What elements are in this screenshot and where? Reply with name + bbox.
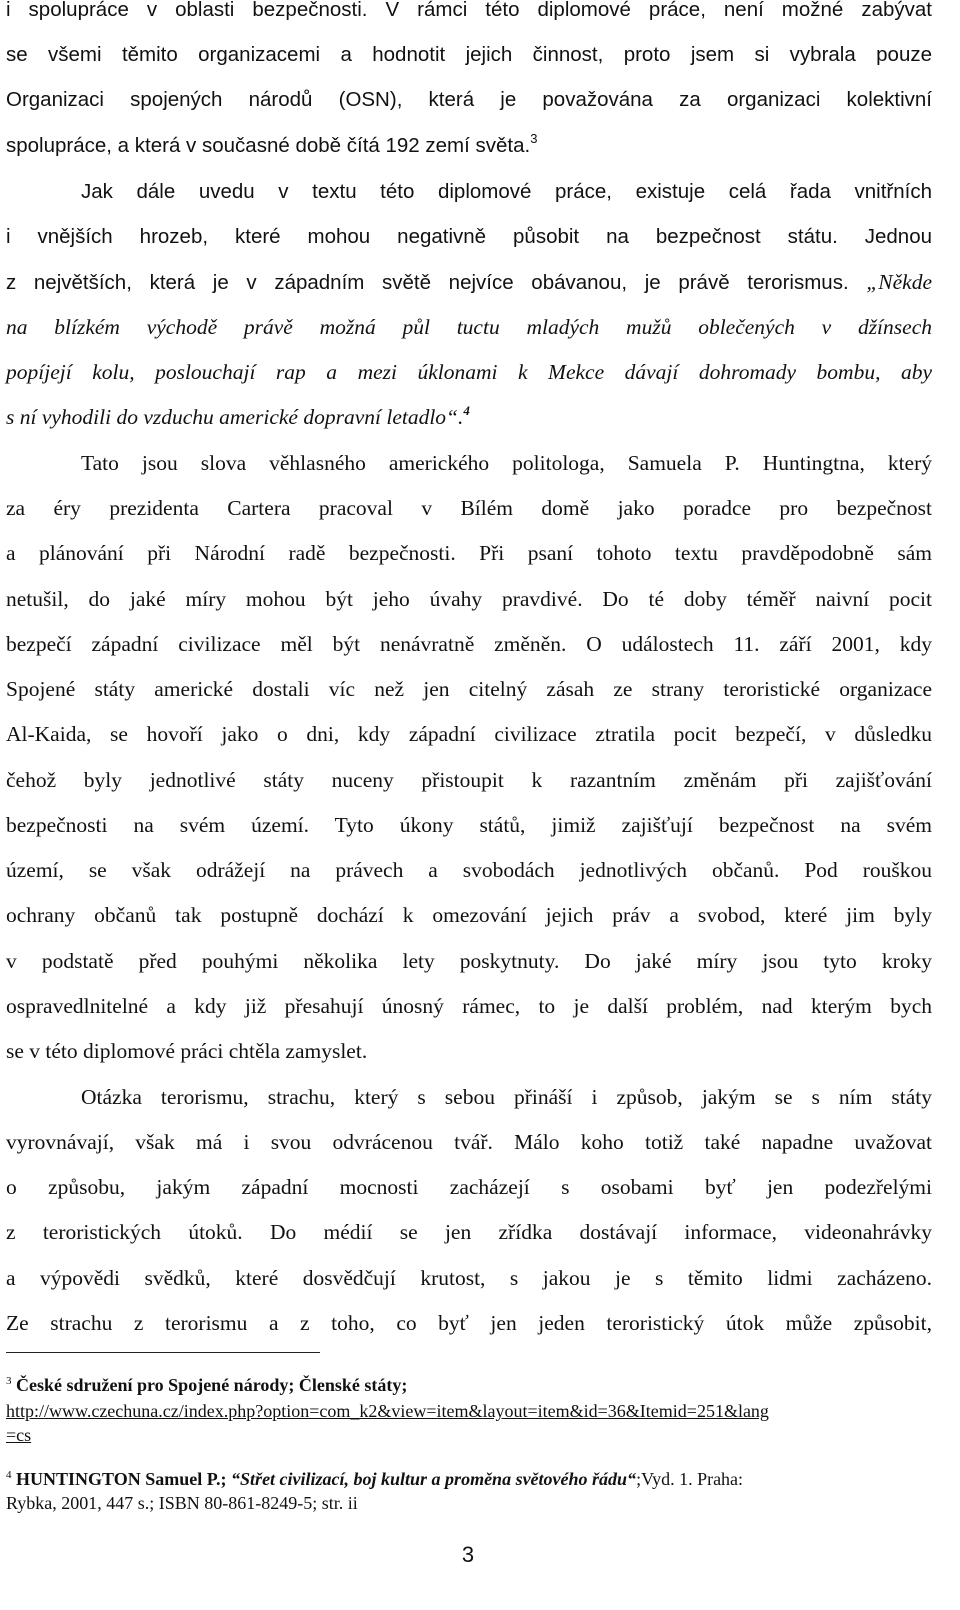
body-line: z teroristických útoků. Do médií se jen zřídka dostávají informace, videonahrávky [6,1220,932,1244]
body-line: Tato jsou slova věhlasného amerického politologa, Samuela P. Huntingtna, který [81,451,932,475]
quote-line [6,402,932,432]
body-line: za éry prezidenta Cartera pracoval v Bílém domě jako poradce pro bezpečnost [6,496,932,520]
body-line: Organizaci spojených národů (OSN), která je považována za organizaci kolektivní [6,88,932,111]
footnote-number: 4 [6,1469,12,1481]
body-line [6,131,932,161]
footnote-separator [6,1352,320,1353]
footnote-book-title: “Střet civilizací, boj kultur a proměna světového řádu“ [231,1469,637,1489]
quote-start: „Někde [866,270,932,294]
body-line: a výpovědi svědků, které dosvědčují krutost, s jakou je s těmito lidmi zacházeno. [6,1266,932,1290]
footnote-url[interactable]: http://www.czechuna.cz/index.php?option=com_k2&view=item&layout=item&id=36&Itemid=251&lang [6,1401,769,1421]
body-line: ospravedlnitelné a kdy již přesahují únosný rámec, to je další problém, nad kterým bych [6,994,932,1018]
body-line: Al-Kaida, se hovoří jako o dni, kdy západní civilizace ztratila pocit bezpečí, v důsledku [6,722,932,746]
quote-text: s ní vyhodili do vzduchu americké dopravní letadlo“. [6,405,464,429]
body-line: Jak dále uvedu v textu této diplomové práce, existuje celá řada vnitřních [81,180,932,203]
footnote-4-line2: Rybka, 2001, 447 s.; ISBN 80-861-8249-5; str. ii [6,1493,358,1513]
body-line: bezpečnosti na svém území. Tyto úkony států, jimiž zajišťují bezpečnost na svém [6,813,932,837]
body-line: se všemi těmito organizacemi a hodnotit jejich činnost, proto jsem si vybrala pouze [6,43,932,66]
footnote-url-end[interactable]: =cs [6,1425,32,1445]
quote-line: na blízkém východě právě možná půl tuctu mladých mužů oblečených v džínsech [6,315,932,339]
footnote-ref: 3 [530,131,538,146]
body-line: i vnějších hrozeb, které mohou negativně působit na bezpečnost státu. Jednou [6,225,932,248]
body-line: a plánování při Národní radě bezpečnosti. Při psaní tohoto textu pravděpodobně sám [6,541,932,565]
body-line: se v této diplomové práci chtěla zamyslet. [6,1039,368,1063]
body-line: Ze strachu z terorismu a z toho, co byť jen jeden teroristický útok může způsobit, [6,1311,932,1335]
body-line: čehož byly jednotlivé státy nuceny přistoupit k razantním změnám při zajišťování [6,768,932,792]
body-line: vyrovnávají, však má i svou odvrácenou tvář. Málo koho totiž také napadne uvažovat [6,1130,932,1154]
body-line: v podstatě před pouhými několika lety poskytnuty. Do jaké míry jsou tyto kroky [6,949,932,973]
body-line: ochrany občanů tak postupně dochází k omezování jejich práv a svobod, které jim byly [6,903,932,927]
page-number: 3 [461,1542,475,1567]
footnote-publisher: ;Vyd. 1. Praha: [636,1469,744,1489]
footnote-3-link-end[interactable] [6,1423,936,1447]
footnote-title: České sdružení pro Spojené národy; Členské státy; [16,1375,408,1395]
footnote-number: 3 [6,1375,12,1387]
body-line: bezpečí západní civilizace měl být nenávratně změněn. O událostech 11. září 2001, kdy [6,632,932,656]
body-line: Spojené státy americké dostali víc než jen citelný zásah ze strany teroristické organizace [6,677,932,701]
footnote-4 [6,1467,936,1491]
body-line: území, se však odrážejí na právech a svobodách jednotlivých občanů. Pod rouškou [6,858,932,882]
body-line: o způsobu, jakým západní mocnosti zacházejí s osobami byť jen podezřelými [6,1175,932,1199]
body-line: netušil, do jaké míry mohou být jeho úvahy pravdivé. Do té doby téměř naivní pocit [6,587,932,611]
quote-line: popíjejí kolu, poslouchají rap a mezi úklonami k Mekce dávají dohromady bombu, aby [6,360,932,384]
footnote-3-link[interactable] [6,1399,936,1423]
body-text: spolupráce, a která v současné době čítá 192 zemí světa. [6,134,531,157]
footnote-3 [6,1373,936,1397]
body-line [6,267,932,298]
body-line: i spolupráce v oblasti bezpečnosti. V rámci této diplomové práce, není možné zabývat [6,0,932,21]
body-text: z největších, která je v západním světě nejvíce obávanou, je právě terorismus. [6,271,849,294]
body-line: Otázka terorismu, strachu, který s sebou přináší i způsob, jakým se s ním státy [81,1085,932,1109]
footnote-author: HUNTINGTON Samuel P.; [16,1469,227,1489]
footnote-ref: 4 [463,403,470,418]
